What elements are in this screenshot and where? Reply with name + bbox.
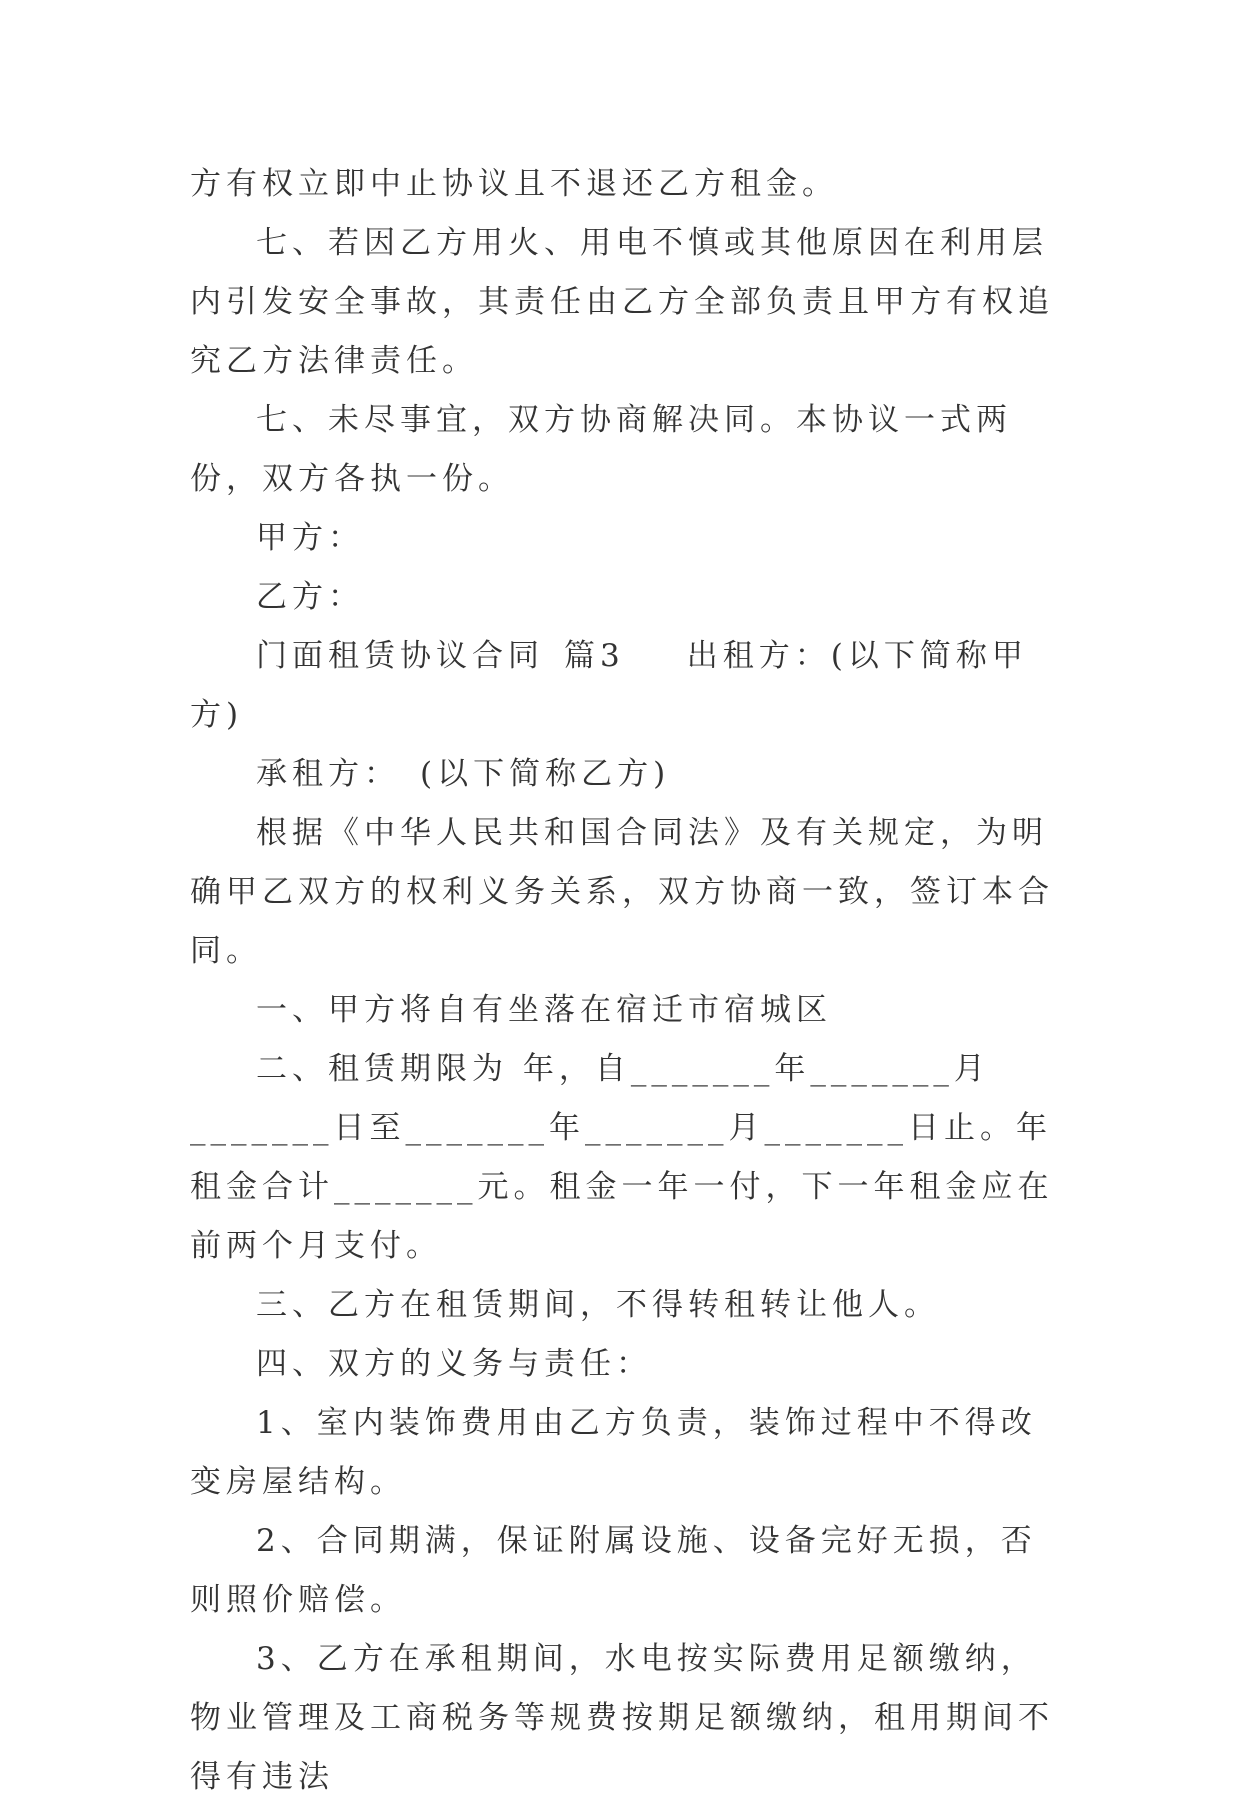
lessee-label: 承租方：	[256, 756, 400, 792]
obligation-item-1: 1、室内装饰费用由乙方负责，装饰过程中不得改变房屋结构。	[190, 1405, 1037, 1500]
paragraph-preamble: 根据《中华人民共和国合同法》及有关规定，为明确甲乙双方的权利义务关系，双方协商一致，签订本合同。	[190, 815, 1054, 969]
paragraph-clause-7-fire: 七、若因乙方用火、用电不慎或其他原因在利用层内引发安全事故，其责任由乙方全部负责且甲方有权追究乙方法律责任。	[190, 225, 1054, 379]
article-3-no-sublease: 三、乙方在租赁期间，不得转租转让他人。	[256, 1287, 940, 1323]
article-1-premises: 一、甲方将自有坐落在宿迁市宿城区	[256, 992, 832, 1028]
document-body	[190, 155, 1058, 1807]
section-heading	[190, 627, 1058, 745]
section-title: 门面租赁协议合同	[256, 638, 544, 674]
article-4-obligations: 四、双方的义务与责任：	[256, 1346, 652, 1382]
paragraph-clause-7-remaining: 七、未尽事宜，双方协商解决同。本协议一式两份，双方各执一份。	[190, 402, 1012, 497]
lessee-line	[190, 745, 1058, 804]
obligation-item-3: 3、乙方在承租期间，水电按实际费用足额缴纳，物业管理及工商税务等规费按期足额缴纳，租用期间不得有违法	[190, 1641, 1054, 1795]
lessee-note: (以下简称乙方)	[420, 756, 671, 792]
party-b-signature-line: 乙方：	[256, 579, 364, 615]
obligation-item-2: 2、合同期满，保证附属设施、设备完好无损，否则照价赔偿。	[190, 1523, 1037, 1618]
party-a-signature-line: 甲方：	[256, 520, 364, 556]
article-2-lease-term: 二、租赁期限为 年，自_______年_______月_______日至_______年_______月_______日止。年租金合计_______元。租金一年一付，下一年租金应在前两个月支付。	[190, 1051, 1054, 1264]
section-chapter: 篇3	[564, 638, 625, 674]
paragraph-continuation: 方有权立即中止协议且不退还乙方租金。	[190, 166, 838, 202]
lessor-line: 出租方：(以下简称甲方)	[190, 638, 1028, 733]
